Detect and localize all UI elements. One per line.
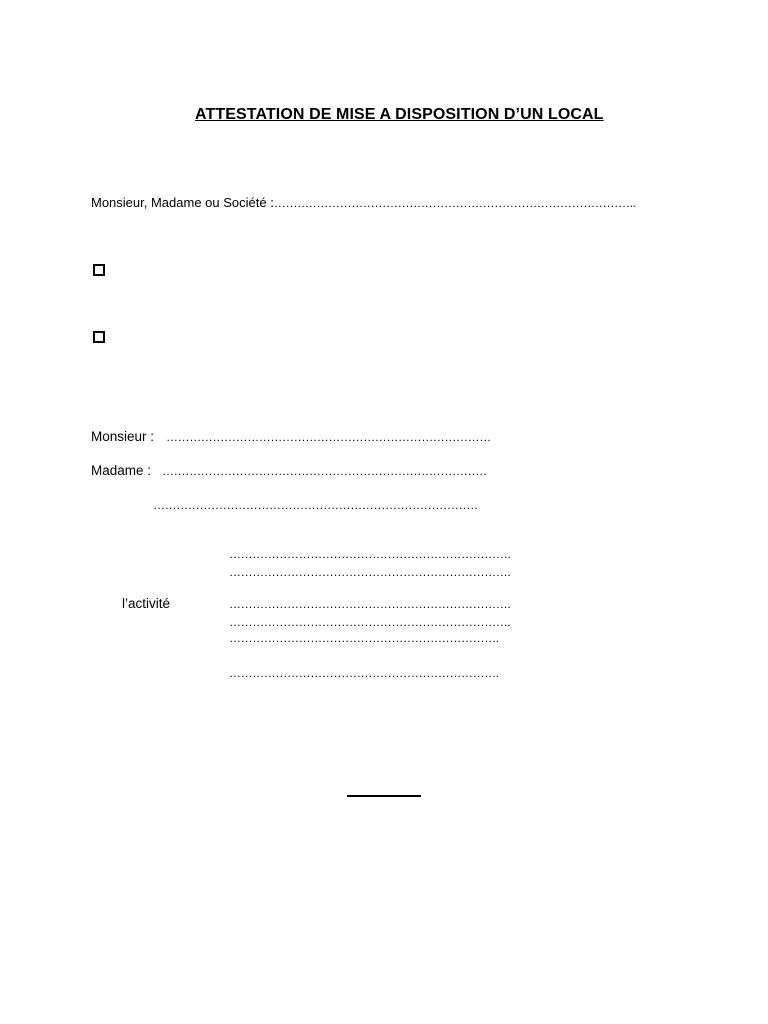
activity-dots-line-1: ……………………………………………………………….	[229, 547, 511, 561]
party-label: Monsieur, Madame ou Société :	[91, 195, 274, 210]
madame-label: Madame :	[91, 463, 152, 478]
checkbox-option-2[interactable]	[93, 331, 105, 343]
extra-dots-line: …………………………………………………………………………	[153, 498, 478, 512]
activity-dots-line-2: ……………………………………………………………….	[229, 565, 511, 579]
monsieur-dots: …………………………………………………………………………	[166, 430, 491, 444]
activity-dots-line-6: …………………………………………………………….	[229, 666, 499, 680]
monsieur-label: Monsieur :	[91, 429, 155, 444]
section-separator	[347, 795, 421, 797]
checkbox-option-1[interactable]	[93, 264, 105, 276]
activity-dots-line-5: …………………………………………………………….	[229, 631, 499, 645]
madame-dots: …………………………………………………………………………	[162, 464, 487, 478]
document-title: ATTESTATION DE MISE A DISPOSITION D’UN LOCAL	[195, 106, 604, 123]
activity-dots-line-4: ……………………………………………………………….	[229, 615, 511, 629]
activity-label: l’activité	[122, 596, 171, 611]
party-dots: …………………………………………………………………………………..	[270, 196, 636, 210]
activity-dots-line-3: ……………………………………………………………….	[229, 597, 511, 611]
